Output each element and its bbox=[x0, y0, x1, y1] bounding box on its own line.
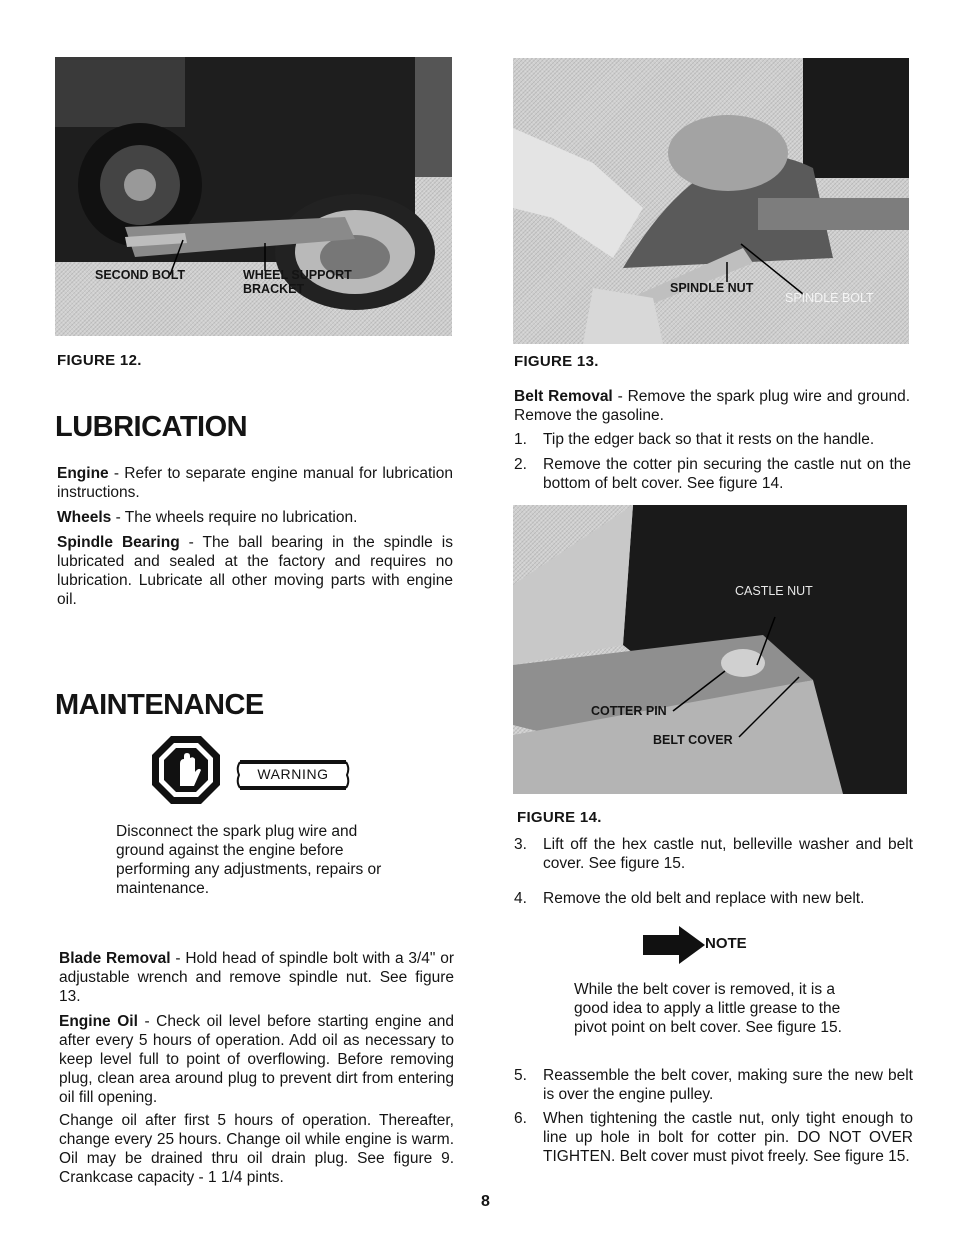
label-belt-cover: BELT COVER bbox=[653, 733, 733, 747]
warning-label-box bbox=[234, 757, 352, 793]
page-number: 8 bbox=[481, 1193, 490, 1210]
label-spindle-nut: SPINDLE NUT bbox=[670, 281, 754, 295]
belt-removal-text: - Remove the spark plug wire and ground. Remove the gasoline. bbox=[514, 388, 911, 424]
label-castle-nut: CASTLE NUT bbox=[735, 584, 813, 598]
blade-removal-paragraph bbox=[59, 949, 454, 1006]
figure-12-caption: FIGURE 12. bbox=[57, 352, 142, 369]
label-spindle-bolt: SPINDLE BOLT bbox=[785, 291, 874, 305]
figure-13-photo bbox=[513, 58, 909, 344]
note-label: NOTE bbox=[705, 935, 747, 952]
spindle-paragraph bbox=[57, 533, 453, 609]
figure-13-caption: FIGURE 13. bbox=[514, 353, 599, 370]
wheels-term: Wheels bbox=[57, 509, 112, 526]
belt-removal-paragraph bbox=[514, 387, 910, 425]
note-badge bbox=[643, 924, 763, 966]
engine-oil-text: - Check oil level before starting engine and after every 5 hours of operation. Add oil as necessary to keep level full to point of overflowing. Before removing plug, clean area around plug to prevent dirt from entering oil fill opening. bbox=[59, 1013, 454, 1106]
belt-removal-term: Belt Removal bbox=[514, 388, 613, 405]
note-text: While the belt cover is removed, it is a good idea to apply a little grease to the pivot point on belt cover. See figure 15. bbox=[574, 981, 842, 1036]
lubrication-heading: LUBRICATION bbox=[55, 411, 248, 443]
arrow-right-icon bbox=[643, 924, 709, 966]
figure-14-illustration bbox=[513, 505, 907, 794]
spindle-term: Spindle Bearing bbox=[57, 534, 180, 551]
figure-12-photo bbox=[55, 57, 452, 336]
stop-hand-icon bbox=[150, 734, 222, 806]
engine-term: Engine bbox=[57, 465, 109, 482]
change-oil-paragraph: Change oil after first 5 hours of operation. Thereafter, change every 25 hours. Change oil while engine is warm. Oil may be drained thru oil drain plug. See figure 9. Crankcase capacity - 1 1/4 pints. bbox=[59, 1112, 454, 1186]
blade-removal-term: Blade Removal bbox=[59, 950, 171, 967]
figure-14-photo bbox=[513, 505, 907, 794]
warning-text: Disconnect the spark plug wire and ground against the engine before performing any adjustments, repairs or maintenance. bbox=[116, 823, 382, 897]
label-wheel-support: WHEEL SUPPORT bbox=[243, 268, 352, 282]
engine-oil-paragraph bbox=[59, 1012, 454, 1107]
wheels-paragraph bbox=[57, 508, 453, 527]
label-bracket: BRACKET bbox=[243, 282, 305, 296]
wheels-text: - The wheels require no lubrication. bbox=[111, 509, 358, 526]
figure-14-caption: FIGURE 14. bbox=[517, 809, 602, 826]
engine-oil-term: Engine Oil bbox=[59, 1013, 138, 1030]
warning-label: WARNING bbox=[257, 766, 329, 782]
blade-removal-text: - Hold head of spindle bolt with a 3/4" or adjustable wrench and remove spindle nut. See figure 13. bbox=[59, 950, 454, 1005]
label-cotter-pin: COTTER PIN bbox=[591, 704, 667, 718]
engine-text: - Refer to separate engine manual for lubrication instructions. bbox=[57, 465, 453, 501]
spindle-text: - The ball bearing in the spindle is lubricated and sealed at the factory and requires no lubrication. Lubricate all other moving parts with engine oil. bbox=[57, 534, 453, 608]
label-second-bolt: SECOND BOLT bbox=[95, 268, 186, 282]
maintenance-heading: MAINTENANCE bbox=[55, 689, 264, 721]
engine-paragraph bbox=[57, 464, 453, 502]
